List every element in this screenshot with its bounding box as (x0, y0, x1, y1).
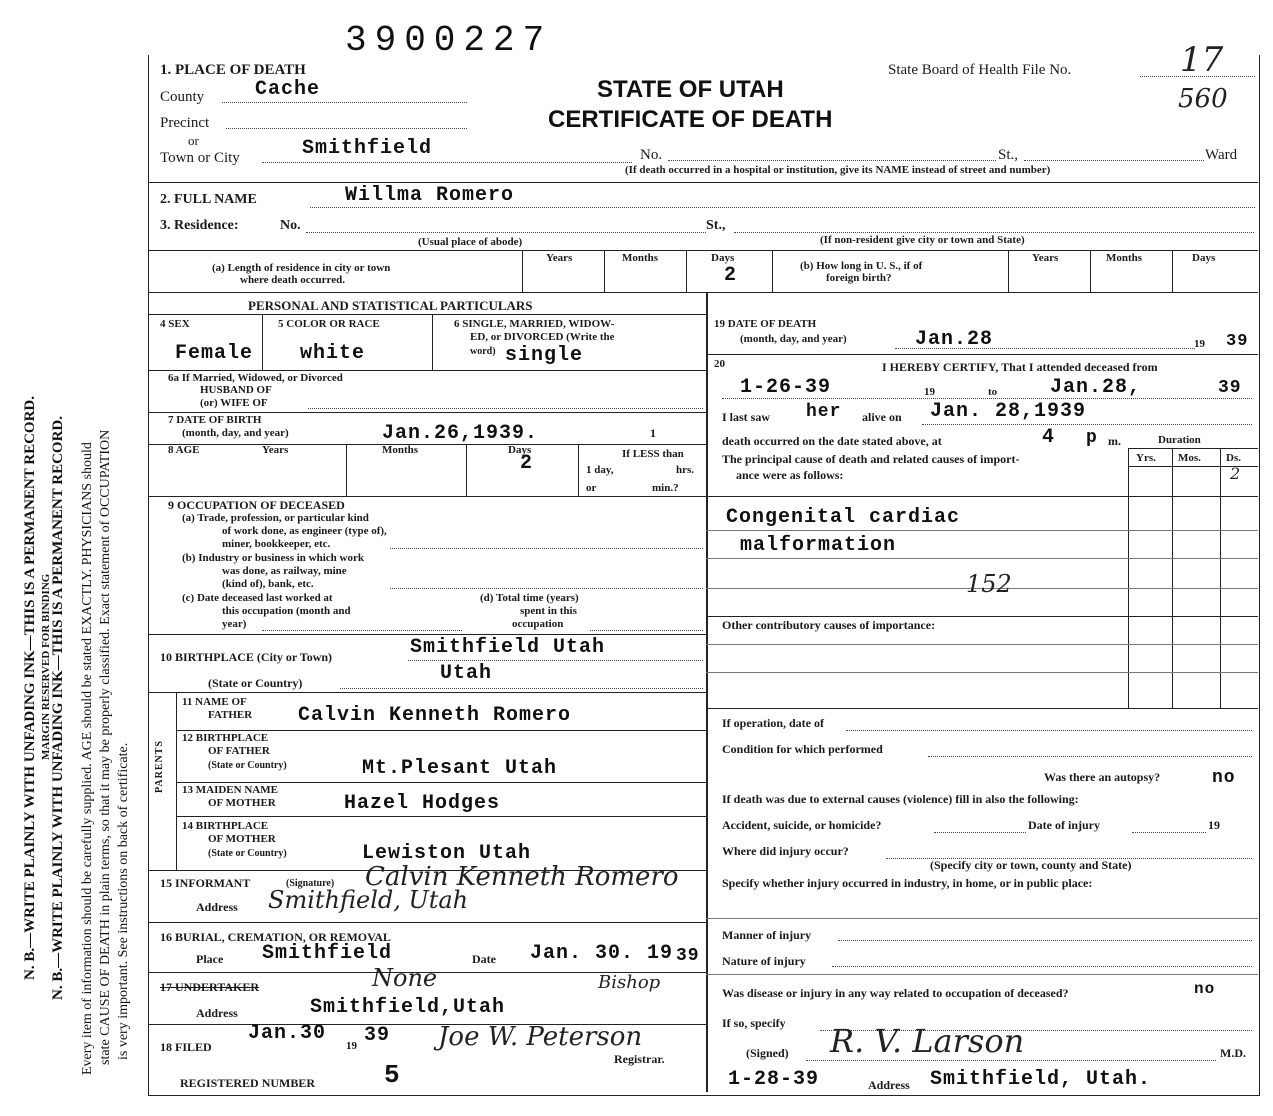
residence-years-label: Years (546, 252, 573, 264)
alive-on-label: alive on (862, 410, 902, 424)
duration-label: Duration (1158, 434, 1201, 446)
residence-months-label: Months (622, 252, 659, 264)
us-years-label: Years (1032, 252, 1059, 264)
town-label: Town or City (160, 150, 240, 166)
nature-injury-label: Nature of injury (722, 954, 806, 968)
burial-year: 39 (676, 946, 700, 966)
death-year-prefix: 19 (1194, 338, 1205, 350)
us-residence-label-b: foreign birth? (826, 272, 892, 284)
less-hrs-label: hrs. (676, 464, 695, 476)
last-saw-pronoun: her (806, 402, 842, 422)
injury-where-label: Where did injury occur? (722, 844, 849, 858)
date-of-death-label-a: 19 DATE OF DEATH (714, 318, 817, 330)
file-no-label: State Board of Health File No. (888, 62, 1072, 78)
physician-signature: R. V. Larson (830, 1022, 1025, 1060)
cause-line-1: Congenital cardiac (726, 506, 961, 529)
occupation-a1: (a) Trade, profession, or particular kind (182, 512, 369, 524)
manner-injury-label: Manner of injury (722, 928, 812, 942)
father-birthplace: Mt.Plesant Utah (362, 757, 558, 780)
ward-label: Ward (1205, 147, 1238, 163)
death-occurred-label: death occurred on the date stated above, at (722, 434, 942, 448)
age-years-label: Years (262, 444, 289, 456)
attended-to-label: to (988, 386, 998, 398)
autopsy-label: Was there an autopsy? (1044, 770, 1161, 784)
spouse-label-a: 6a If Married, Widowed, or Divorced (168, 372, 343, 384)
informant-address: Smithfield, Utah (268, 886, 469, 914)
injury-date-label: Date of injury (1028, 818, 1100, 832)
undertaker-note: Bishop (598, 972, 661, 993)
certificate-number: 3900227 (345, 20, 553, 61)
or-label: or (188, 133, 199, 148)
file-no: 17 (1180, 40, 1224, 80)
filed-year-prefix: 19 (346, 1040, 357, 1052)
registered-number-label: REGISTERED NUMBER (180, 1076, 316, 1090)
signed-label: (Signed) (746, 1046, 789, 1060)
birthplace-label: 10 BIRTHPLACE (City or Town) (160, 650, 333, 664)
residence-days-value: 2 (724, 264, 738, 287)
occupation-b3: (kind of), bank, etc. (222, 578, 314, 590)
parents-side-label: PARENTS (154, 740, 165, 793)
duration-ds-value: 2 (1230, 464, 1241, 483)
certify-number: 20 (714, 358, 725, 370)
color-value: white (300, 342, 366, 365)
occupation-c2: this occupation (month and (222, 605, 351, 617)
marital-label-c: word) (470, 346, 496, 357)
occupation-b1: (b) Industry or business in which work (182, 552, 364, 564)
occupation-b2: was done, as railway, mine (222, 565, 347, 577)
father-name: Calvin Kenneth Romero (298, 704, 572, 727)
registered-number: 5 (384, 1060, 401, 1090)
attended-from: 1-26-39 (740, 376, 832, 399)
mother-birthplace-label-a: 14 BIRTHPLACE (182, 820, 269, 832)
occupation-label: 9 OCCUPATION OF DECEASED (168, 498, 345, 512)
margin-binding-note: MARGIN RESERVED FOR BINDING (40, 573, 52, 760)
external-causes-label: If death was due to external causes (violence) fill in also the following: (722, 792, 1079, 806)
street-label: St., (998, 147, 1019, 163)
father-label-a: 11 NAME OF (182, 696, 247, 708)
less-min-label: min.? (652, 482, 679, 494)
informant-label: 15 INFORMANT (160, 876, 251, 890)
burial-date-label: Date (472, 952, 496, 966)
occupation-c3: year) (222, 618, 247, 630)
if-so-specify-label: If so, specify (722, 1016, 786, 1030)
father-label-b: FATHER (208, 709, 253, 721)
residence-days-label: Days (711, 252, 735, 264)
margin-warning-2: N. B.—WRITE PLAINLY WITH UNFADING INK—THIS IS A PERMANENT RECORD. (50, 416, 66, 1000)
occupation-d1: (d) Total time (years) (480, 592, 579, 604)
less-day-label: 1 day, (586, 464, 614, 476)
filed-date: Jan.30 (248, 1022, 327, 1045)
duration-ds-label: Ds. (1226, 452, 1241, 464)
age-days-label: Days (508, 444, 532, 456)
spouse-label-b: HUSBAND OF (200, 384, 272, 396)
burial-place-label: Place (196, 952, 224, 966)
injury-specify-note: (Specify city or town, county and State) (930, 858, 1132, 872)
hospital-note: (If death occurred in a hospital or institution, give its NAME instead of street and number) (625, 164, 1051, 176)
dob-label-a: 7 DATE OF BIRTH (168, 414, 262, 426)
occupation-c1: (c) Date deceased last worked at (182, 592, 333, 604)
mother-birthplace-label-c: (State or Country) (208, 848, 287, 859)
sex-label: 4 SEX (160, 318, 190, 330)
county-label: County (160, 89, 205, 105)
marital-label-b: ED, or DIVORCED (Write the (470, 331, 615, 343)
occupation-a3: miner, bookkeeper, etc. (222, 538, 331, 550)
marital-label-a: 6 SINGLE, MARRIED, WIDOW- (454, 318, 615, 330)
injury-date-19: 19 (1208, 818, 1220, 832)
certify-text: I HEREBY CERTIFY, That I attended deceased from (882, 360, 1158, 374)
informant-signature-label: (Signature) (286, 878, 335, 889)
less-or-label: or (586, 482, 597, 494)
abode-note: (Usual place of abode) (418, 236, 523, 248)
principal-cause-label-b: ance were as follows: (736, 468, 844, 482)
certificate-title: CERTIFICATE OF DEATH (548, 106, 833, 133)
margin-warning-1: N. B.—WRITE PLAINLY WITH UNFADING INK—THIS IS A PERMANENT RECORD. (22, 396, 38, 980)
duration-yrs-label: Yrs. (1136, 452, 1156, 464)
date-of-death: Jan.28 (915, 328, 994, 351)
precinct-label: Precinct (160, 115, 210, 131)
margin-instruction-3: is very important. See instructions on back of certificate. (116, 742, 131, 1060)
injury-industry-label: Specify whether injury occurred in industry, in home, or in public place: (722, 876, 1093, 890)
dob-mark: 1 (650, 426, 656, 440)
informant-address-label: Address (196, 900, 238, 914)
alive-on: Jan. 28,1939 (930, 400, 1087, 423)
undertaker-label: 17 UNDERTAKER (160, 980, 260, 994)
md-label: M.D. (1220, 1046, 1246, 1060)
death-hour: 4 (1042, 426, 1056, 449)
operation-date-label: If operation, date of (722, 716, 824, 730)
occupation-related-label: Was disease or injury in any way related to occupation of deceased? (722, 986, 1069, 1000)
burial-date: Jan. 30. 19 (530, 942, 674, 965)
occupation-d3: occupation (512, 618, 564, 630)
burial-place: Smithfield (262, 942, 393, 965)
principal-cause-label-a: The principal cause of death and related causes of import- (722, 452, 1020, 466)
marital-value: single (505, 344, 584, 367)
occupation-a2: of work done, as engineer (type of), (222, 525, 387, 537)
duration-mos-label: Mos. (1178, 452, 1201, 464)
sex-value: Female (175, 342, 254, 365)
us-months-label: Months (1106, 252, 1143, 264)
residence-no-label: No. (280, 218, 301, 233)
residence-label: 3. Residence: (160, 218, 239, 233)
us-residence-label-a: (b) How long in U. S., if of (800, 260, 923, 272)
full-name-label: 2. FULL NAME (160, 192, 257, 207)
undertaker-address: Smithfield,Utah (310, 996, 506, 1019)
street-no-label: No. (640, 147, 663, 163)
burial-label: 16 BURIAL, CREMATION, OR REMOVAL (160, 930, 391, 944)
filed-year: 39 (364, 1024, 391, 1047)
birthplace-city: Smithfield Utah (410, 636, 606, 659)
less-than-label: If LESS than (622, 448, 684, 460)
attended-to-year: 39 (1218, 378, 1242, 398)
residence-st-label: St., (706, 218, 726, 233)
margin-instruction-2: state CAUSE OF DEATH in plain terms, so that it may be properly classified. Exact statement of OCCUPATION (98, 429, 113, 1065)
registrar-label: Registrar. (614, 1052, 665, 1066)
town-value: Smithfield (302, 137, 433, 160)
attended-from-19: 19 (924, 386, 935, 398)
mother-label-a: 13 MAIDEN NAME (182, 784, 278, 796)
father-birthplace-label-b: OF FATHER (208, 745, 270, 757)
death-ampm: p (1086, 428, 1098, 448)
occupation-d2: spent in this (520, 605, 577, 617)
nonresident-note: (If non-resident give city or town and State) (820, 234, 1025, 246)
state-title: STATE OF UTAH (597, 76, 784, 103)
death-year: 39 (1226, 332, 1249, 351)
mother-birthplace: Lewiston Utah (362, 842, 532, 865)
mother-label-b: OF MOTHER (208, 797, 276, 809)
dob-value: Jan.26,1939. (382, 422, 539, 445)
age-label: 8 AGE (168, 444, 200, 456)
mother-name: Hazel Hodges (344, 792, 501, 815)
margin-instruction-1: Every item of information should be carefully supplied. AGE should be stated EXACTLY. PHYSICIANS should (80, 442, 95, 1075)
personal-header: PERSONAL AND STATISTICAL PARTICULARS (248, 298, 533, 313)
physician-address: Smithfield, Utah. (930, 1068, 1152, 1091)
death-m-label: m. (1108, 434, 1121, 448)
birthplace-state: Utah (440, 662, 493, 685)
signed-date: 1-28-39 (728, 1068, 820, 1091)
undertaker-value: None (372, 964, 438, 992)
place-of-death-label: 1. PLACE OF DEATH (160, 62, 306, 78)
registrar-signature: Joe W. Peterson (438, 1022, 643, 1052)
accident-label: Accident, suicide, or homicide? (722, 818, 882, 832)
mother-birthplace-label-b: OF MOTHER (208, 833, 276, 845)
age-months-label: Months (382, 444, 419, 456)
attended-to: Jan.28, (1050, 376, 1142, 399)
father-birthplace-label-a: 12 BIRTHPLACE (182, 732, 269, 744)
us-days-label: Days (1192, 252, 1216, 264)
cause-line-2: malformation (740, 534, 897, 557)
spouse-label-c: (or) WIFE OF (200, 397, 268, 409)
operation-condition-label: Condition for which performed (722, 742, 883, 756)
filed-label: 18 FILED (160, 1040, 212, 1054)
dob-label-b: (month, day, and year) (182, 427, 289, 439)
cause-code: 152 (966, 570, 1012, 598)
undertaker-address-label: Address (196, 1006, 238, 1020)
length-residence-label-a: (a) Length of residence in city or town (212, 262, 391, 274)
occupation-related-value: no (1194, 980, 1216, 998)
color-label: 5 COLOR OR RACE (278, 318, 380, 330)
full-name-value: Willma Romero (345, 184, 515, 207)
length-residence-label-b: where death occurred. (240, 274, 345, 286)
informant-signature: Calvin Kenneth Romero (365, 862, 679, 892)
other-causes-label: Other contributory causes of importance: (722, 618, 936, 632)
age-days-value: 2 (520, 452, 534, 475)
physician-address-label: Address (868, 1078, 910, 1092)
autopsy-value: no (1212, 768, 1236, 788)
file-no-secondary: 560 (1178, 84, 1228, 114)
father-birthplace-label-c: (State or Country) (208, 760, 287, 771)
county-value: Cache (255, 78, 321, 101)
date-of-death-label-b: (month, day, and year) (740, 333, 847, 345)
last-saw-label: I last saw (722, 410, 771, 424)
birthplace-state-label: (State or Country) (208, 676, 303, 690)
